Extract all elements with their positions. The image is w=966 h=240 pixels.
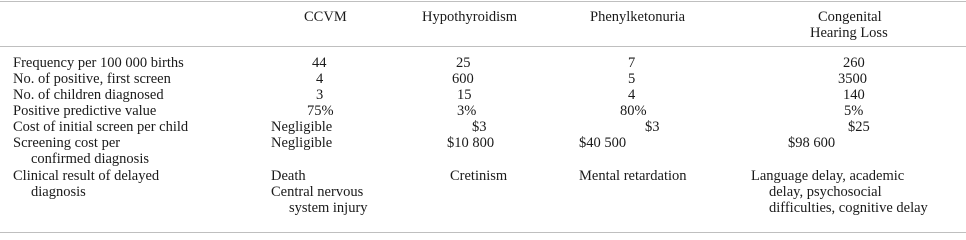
top-rule	[0, 1, 966, 2]
header-ccvm: CCVM	[304, 9, 347, 25]
cell-hypothyroidism: 3%	[457, 103, 477, 119]
cell-phenylketonuria: 5	[628, 71, 636, 87]
row-label: No. of positive, first screen	[13, 71, 171, 87]
cell-hearing-loss: $98 600	[788, 135, 836, 151]
cell-hypothyroidism: $10 800	[447, 135, 495, 151]
cell-ccvm: 44	[312, 55, 327, 71]
row-label: Frequency per 100 000 births	[13, 55, 184, 71]
cell-hearing-loss-line2: delay, psychosocial	[769, 184, 882, 200]
cell-hearing-loss: 5%	[844, 103, 864, 119]
header-hearing-loss-line1: Congenital	[818, 9, 882, 25]
cell-hearing-loss-line3: difficulties, cognitive delay	[769, 200, 928, 216]
cell-phenylketonuria: $40 500	[579, 135, 627, 151]
row-label: Clinical result of delayed	[13, 168, 160, 184]
cell-phenylketonuria: 7	[628, 55, 636, 71]
row-label: Cost of initial screen per child	[13, 119, 189, 135]
cell-ccvm: 75%	[307, 103, 334, 119]
cell-hypothyroidism: $3	[472, 119, 487, 135]
header-hearing-loss-line2: Hearing Loss	[810, 25, 888, 41]
bottom-rule	[0, 232, 966, 233]
cell-hypothyroidism: 25	[456, 55, 471, 71]
cell-ccvm-line2: Central nervous	[271, 184, 364, 200]
cell-phenylketonuria: Mental retardation	[579, 168, 687, 184]
cell-phenylketonuria: 80%	[620, 103, 647, 119]
cell-hypothyroidism: 15	[457, 87, 472, 103]
row-label-continued: confirmed diagnosis	[31, 151, 149, 167]
cell-hearing-loss: Language delay, academic	[751, 168, 905, 184]
row-label: No. of children diagnosed	[13, 87, 164, 103]
header-phenylketonuria: Phenylketonuria	[590, 9, 686, 25]
row-label: Screening cost per	[13, 135, 121, 151]
cell-ccvm: 3	[316, 87, 324, 103]
cell-phenylketonuria: 4	[628, 87, 636, 103]
cell-ccvm: Negligible	[271, 135, 333, 151]
cell-phenylketonuria: $3	[645, 119, 660, 135]
cell-hearing-loss: 140	[843, 87, 865, 103]
cell-hypothyroidism: Cretinism	[450, 168, 508, 184]
cell-ccvm: Negligible	[271, 119, 333, 135]
cell-hypothyroidism: 600	[452, 71, 474, 87]
cell-hearing-loss: $25	[848, 119, 870, 135]
cell-ccvm: Death	[271, 168, 306, 184]
cell-ccvm-line3: system injury	[289, 200, 368, 216]
header-hypothyroidism: Hypothyroidism	[422, 9, 518, 25]
row-label: Positive predictive value	[13, 103, 157, 119]
cell-ccvm: 4	[316, 71, 324, 87]
row-label-continued: diagnosis	[31, 184, 86, 200]
header-rule	[0, 46, 966, 47]
cell-hearing-loss: 3500	[838, 71, 867, 87]
cell-hearing-loss: 260	[843, 55, 865, 71]
